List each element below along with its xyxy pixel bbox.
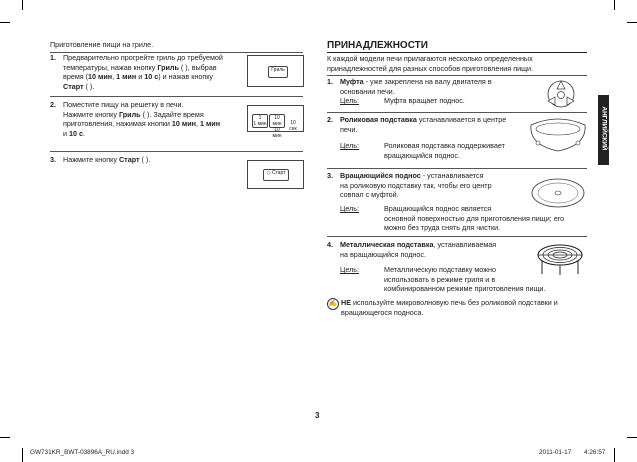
item-4-desc: Металлическая подставка, устанавливаемая на вращающийся поднос. (340, 240, 497, 259)
item-number: 3. (327, 171, 333, 180)
crop-mark (0, 437, 10, 438)
time-button: 10 сек (289, 120, 297, 132)
item-1-desc: Муфта - уже закреплена на валу двигателя в основании печи. (340, 77, 492, 96)
crop-mark (22, 448, 23, 462)
goal-label: Цель: (340, 204, 360, 213)
grill-panel-illustration (247, 55, 304, 87)
item-3-desc: Вращающийся поднос - устанавливается на роликовую подставку так, чтобы его центр совпал с муфтой. (340, 171, 492, 200)
goal-label: Цель: (340, 141, 360, 150)
time-button: 10 мин 10 мин (269, 114, 285, 128)
divider (327, 112, 587, 113)
intro-text: К каждой модели печи прилагаются несколько определенных принадлежностей для разных способов приготовления пищи. (327, 54, 534, 73)
step-3-text: Нажмите кнопку Старт ( ). (63, 155, 151, 164)
turntable-icon (528, 176, 588, 210)
time-panel-illustration (247, 105, 304, 139)
crop-mark (627, 22, 637, 23)
crop-mark (614, 448, 615, 462)
goal-label: Цель: (340, 96, 360, 105)
time-button: 1 1 мин (253, 115, 267, 127)
step-2-text: Поместите пищу на решетку в печи. Нажмите кнопку Гриль ( ). Задайте время приготовления, нажимая кнопки 10 мин, 1 мин и 10 с. (63, 100, 221, 138)
step-1-text: Предварительно прогрейте гриль до требуемой температуры, нажав кнопку Гриль ( ), выбрав время (10 мин, 1 мин и 10 с) и нажав кнопку Старт ( ). (63, 53, 223, 91)
grill-button: Гриль (268, 66, 288, 78)
item-2-goal: Роликовая подставка поддерживает вращающийся поднос. (384, 141, 505, 160)
item-number: 1. (327, 77, 333, 86)
goal-label: Цель: (340, 265, 360, 274)
step-number: 1. (50, 53, 56, 62)
title-rule (327, 52, 587, 53)
note-icon: ✍ (327, 298, 339, 310)
note-text: НЕ используйте микроволновую печь без роликовой подставки и вращающегося подноса. (341, 298, 558, 317)
section-title: Приготовление пищи на гриле. (50, 40, 154, 49)
step-number: 2. (50, 100, 56, 109)
item-2-desc: Роликовая подставка устанавливается в центре печи. (340, 115, 507, 134)
metal-rack-icon (534, 241, 586, 277)
footer-filename: GW731KR_BWT-03896A_RU.indd 3 (30, 449, 135, 456)
divider (327, 75, 587, 76)
language-tab: АНГЛИЙСКИЙ (598, 95, 609, 165)
start-icon: ◇ (266, 170, 272, 176)
item-4-goal: Металлическую подставку можно использовать в режиме гриля и в комбинированном режиме приготовления пищи. (384, 265, 546, 294)
coupler-icon (533, 77, 589, 111)
item-1-goal: Муфта вращает поднос. (384, 96, 465, 105)
crop-mark (0, 22, 10, 23)
footer-time: 4:26:57 (584, 449, 606, 456)
item-number: 4. (327, 240, 333, 249)
divider (50, 151, 303, 152)
page-number: 3 (315, 411, 320, 420)
item-number: 2. (327, 115, 333, 124)
crop-mark (627, 437, 637, 438)
divider (50, 96, 303, 97)
footer-date: 2011-01-17 (539, 449, 572, 456)
start-button: ◇ Старт (263, 169, 289, 181)
crop-mark (22, 0, 23, 10)
start-panel-illustration (247, 160, 304, 189)
crop-mark (614, 0, 615, 10)
divider (327, 168, 587, 169)
page-title: ПРИНАДЛЕЖНОСТИ (327, 40, 428, 51)
step-number: 3. (50, 155, 56, 164)
item-3-goal: Вращающийся поднос является основной поверхностью для приготовления пищи; его можно без труда снять для чистки. (384, 204, 565, 233)
roller-ring-icon (525, 115, 591, 155)
divider (327, 236, 587, 237)
